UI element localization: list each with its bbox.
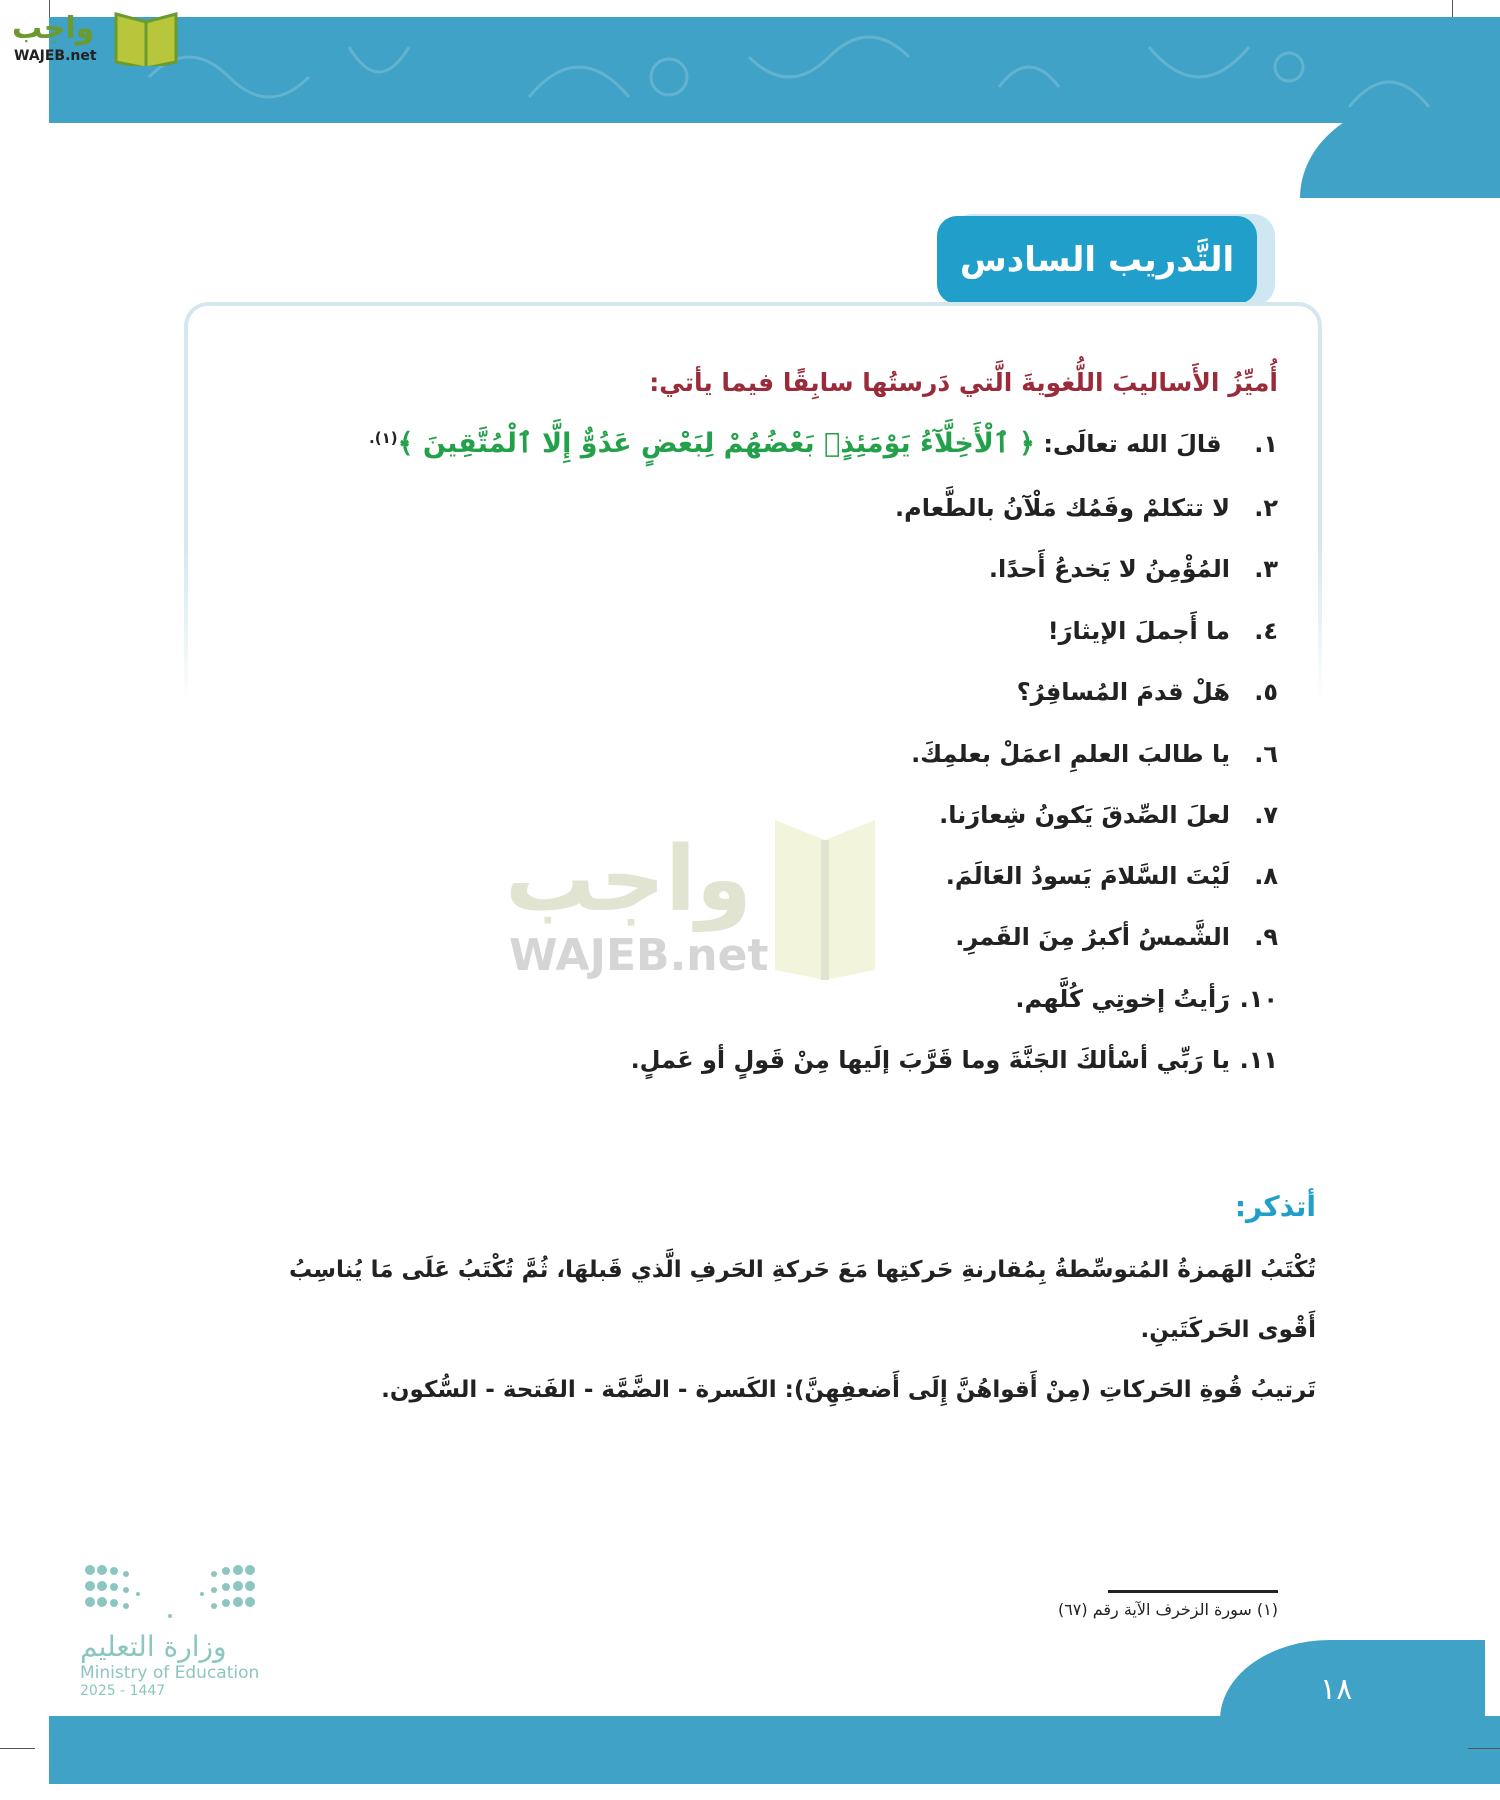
item-text: لعلَ الصِّدقَ يَكونُ شِعارَنا. — [939, 801, 1230, 829]
item-number: ٧. — [1254, 801, 1278, 829]
exercise-title: التَّدريب السادس — [937, 216, 1257, 304]
crop-mark — [0, 1748, 35, 1749]
footer-tab — [1220, 1640, 1485, 1720]
item-text: ما أَجملَ الإيثارَ! — [1047, 617, 1230, 645]
quran-verse: ﴿ ٱلْأَخِلَّآءُ يَوْمَئِذٍۭ بَعْضُهُمْ لِبَعْضٍ عَدُوٌّ إِلَّا ٱلْمُتَّقِينَ ﴾ — [397, 428, 1035, 459]
item-text: هَلْ قدمَ المُسافِرُ؟ — [1016, 678, 1230, 706]
footnote: (١) سورة الزخرف الآية رقم (٦٧) — [1057, 1600, 1278, 1619]
item-text: الشَّمسُ أكبرُ مِنَ القَمرِ. — [955, 923, 1230, 951]
item-number: ١١. — [1239, 1046, 1278, 1074]
ministry-english: Ministry of Education — [80, 1663, 260, 1683]
crop-mark — [1452, 0, 1453, 17]
ministry-arabic: وزارة التعليم — [80, 1630, 227, 1663]
page-number: ١٨ — [1320, 1672, 1353, 1707]
item-number: ١. — [1254, 430, 1278, 458]
list-item — [1048, 617, 1278, 645]
list-item — [989, 555, 1278, 583]
svg-text:WAJEB.net: WAJEB.net — [14, 48, 97, 64]
svg-text:WAJEB.net: WAJEB.net — [509, 930, 769, 981]
item-number: ٨. — [1254, 862, 1278, 890]
remember-rule: تُكْتَبُ الهَمزةُ المُتوسِّطةُ بِمُقارنةِ حَركتِها مَعَ حَركةِ الحَرفِ الَّذي قَبلهَا، ثُمَّ تُكْتَبُ عَلَى مَا يُناسِبُ أَقْوى الحَركَتَينِ. — [289, 1257, 1316, 1343]
remember-heading: أتذكر: — [1234, 1190, 1316, 1223]
svg-text:واجب: واجب — [12, 11, 95, 46]
item-text: رَأيتُ إخوتِي كُلَّهم. — [1015, 985, 1230, 1013]
item-number: ٢. — [1254, 494, 1278, 522]
item-text: يا رَبِّي أسْألكَ الجَنَّةَ وما قَرَّبَ إلَيها مِنْ قَولٍ أو عَملٍ. — [630, 1046, 1230, 1074]
item-text: المُؤْمِنُ لا يَخدعُ أَحدًا. — [988, 555, 1230, 583]
item-text: لا تتكلمْ وفَمُك مَلْآنُ بالطَّعام. — [895, 494, 1230, 522]
crop-mark — [1468, 1748, 1500, 1749]
item-number: ٣. — [1254, 555, 1278, 583]
item-number: ٩. — [1254, 923, 1278, 951]
item-number: ٤. — [1254, 617, 1278, 645]
item-number: ٦. — [1254, 740, 1278, 768]
wajeb-logo — [8, 4, 188, 66]
list-item — [1017, 678, 1278, 706]
footer-band — [49, 1716, 1500, 1784]
remember-order: تَرتيبُ قُوةِ الحَركاتِ (مِنْ أَقواهُنَّ إِلَى أَضعفِهِنَّ): الكَسرة - الضَّمَّة - الفَتحة - السُّكون. — [381, 1377, 1316, 1403]
ministry-logo — [80, 1560, 270, 1699]
list-item — [911, 740, 1278, 768]
list-item — [1015, 985, 1278, 1013]
list-item — [369, 428, 1278, 459]
item-text: لَيْتَ السَّلامَ يَسودُ العَالَمَ. — [945, 862, 1230, 890]
list-item — [631, 1046, 1278, 1074]
item-text: قالَ الله تعالَى: — [1043, 430, 1222, 458]
footnote-divider — [1108, 1590, 1278, 1593]
footnote-ref: (١). — [369, 429, 398, 447]
item-number: ١٠. — [1239, 985, 1278, 1013]
ministry-year: 2025 - 1447 — [80, 1683, 166, 1699]
calligraphy-pattern — [49, 17, 1500, 198]
ministry-dots-icon — [80, 1560, 260, 1620]
instruction: أُميِّزُ الأَساليبَ اللُّغويةَ الَّتي دَرستُها سابِقًا فيما يأتي: — [649, 368, 1278, 397]
item-text: يا طالبَ العلمِ اعمَلْ بعلمِكَ. — [911, 740, 1230, 768]
wajeb-watermark — [505, 810, 1005, 990]
list-item — [895, 494, 1278, 522]
svg-text:واجب: واجب — [505, 827, 752, 932]
item-number: ٥. — [1254, 678, 1278, 706]
